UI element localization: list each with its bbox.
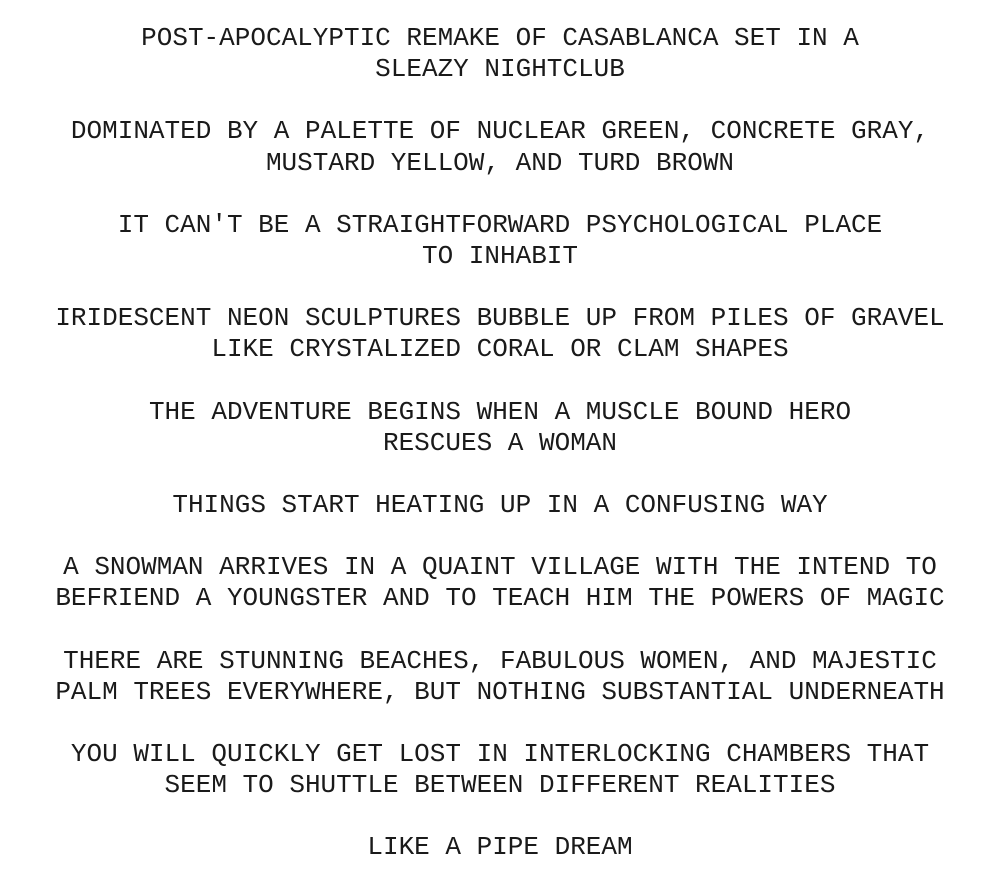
stanza-line: IT CAN'T BE A STRAIGHTFORWARD PSYCHOLOGICAL PLACE [117, 209, 883, 240]
stanza-line: LIKE A PIPE DREAM [367, 832, 633, 863]
stanza-5 [149, 397, 851, 459]
stanza-8 [55, 646, 944, 708]
stanza-line: MUSTARD YELLOW, AND TURD BROWN [265, 147, 735, 178]
stanza-4 [55, 303, 944, 365]
stanza-line: THERE ARE STUNNING BEACHES, FABULOUS WOMEN, AND MAJESTIC [63, 645, 937, 676]
stanza-10 [367, 832, 632, 863]
stanza-line: IRIDESCENT NEON SCULPTURES BUBBLE UP FROM PILES OF GRAVEL [55, 303, 945, 334]
stanza-line: YOU WILL QUICKLY GET LOST IN INTERLOCKING CHAMBERS THAT [70, 739, 930, 770]
stanza-3 [118, 210, 883, 272]
stanza-7 [55, 552, 944, 614]
stanza-6 [172, 490, 827, 521]
stanza-line: RESCUES A WOMAN [382, 427, 618, 458]
stanza-2 [71, 116, 929, 178]
stanza-line: SLEAZY NIGHTCLUB [375, 54, 625, 85]
stanza-line: BEFRIEND A YOUNGSTER AND TO TEACH HIM THE POWERS OF MAGIC [55, 583, 945, 614]
stanza-line: A SNOWMAN ARRIVES IN A QUAINT VILLAGE WITH THE INTEND TO [63, 552, 937, 583]
stanza-line: THE ADVENTURE BEGINS WHEN A MUSCLE BOUND HERO [148, 396, 852, 427]
stanza-line: TO INHABIT [421, 241, 579, 272]
stanza-line: SEEM TO SHUTTLE BETWEEN DIFFERENT REALITIES [164, 770, 836, 801]
stanza-1 [141, 23, 859, 85]
stanza-line: THINGS START HEATING UP IN A CONFUSING WAY [172, 490, 828, 521]
stanza-9 [71, 739, 929, 801]
stanza-line: LIKE CRYSTALIZED CORAL OR CLAM SHAPES [211, 334, 789, 365]
stanza-line: POST-APOCALYPTIC REMAKE OF CASABLANCA SET IN A [141, 23, 859, 53]
poem-page [0, 23, 1000, 895]
stanza-line: DOMINATED BY A PALETTE OF NUCLEAR GREEN, CONCRETE GRAY, [70, 116, 930, 147]
stanza-line: PALM TREES EVERYWHERE, BUT NOTHING SUBSTANTIAL UNDERNEATH [55, 676, 945, 707]
